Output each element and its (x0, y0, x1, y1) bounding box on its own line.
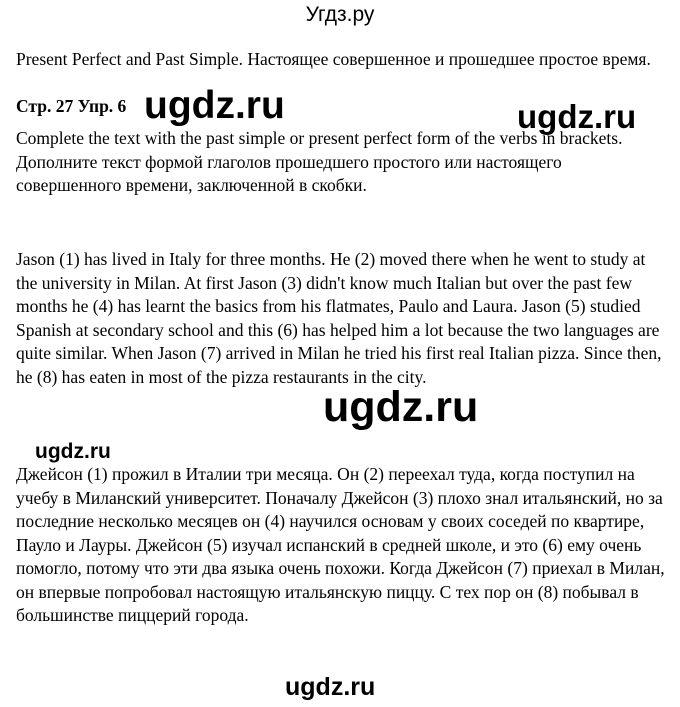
watermark: ugdz.ru (517, 98, 637, 135)
watermark: ugdz.ru (285, 673, 376, 701)
exercise-instruction: Complete the text with the past simple or present perfect form of the verbs in brackets. Дополните текст формой глаголов прошедшего простого или настоящего совершенного времени, заключенной в скобки. (16, 128, 623, 195)
watermark: ugdz.ru (35, 440, 111, 463)
topic-heading: Present Perfect and Past Simple. Настоящее совершенное и прошедшее простое время. (16, 49, 651, 69)
exercise-reference: Стр. 27 Упр. 6 (16, 96, 127, 116)
watermark: ugdz.ru (144, 84, 285, 127)
answer-text-english: Jason (1) has lived in Italy for three months. He (2) moved there when he went to study at the university in Milan. At first Jason (3) didn't know much Italian but over the past few months he (4) has learnt the basics from his flatmates, Paulo and Laura. Jason (5) studied Spanish at secondary school and this (6) has helped him a lot because the two languages are quite similar. When Jason (7) arrived in Milan he tried his first real Italian pizza. Since then, he (8) has eaten in most of the pizza restaurants in the city. (16, 249, 662, 387)
answer-text-russian: Джейсон (1) прожил в Италии три месяца. Он (2) переехал туда, когда поступил на учебу в Миланский университет. Поначалу Джейсон (3) плохо знал итальянский, но за последние несколько месяцев он (4) научился основам у своих соседей по квартире, Пауло и Лауры. Джейсон (5) изучал испанский в средней школе, и это (6) ему очень помогло, потому что эти два языка очень похожи. Когда Джейсон (7) приехал в Милан, он впервые попробовал настоящую итальянскую пиццу. С тех пор он (8) побывал в большинстве пиццерий города. (16, 464, 665, 625)
site-title: Угдз.ру (305, 3, 375, 26)
watermark: ugdz.ru (323, 383, 479, 431)
